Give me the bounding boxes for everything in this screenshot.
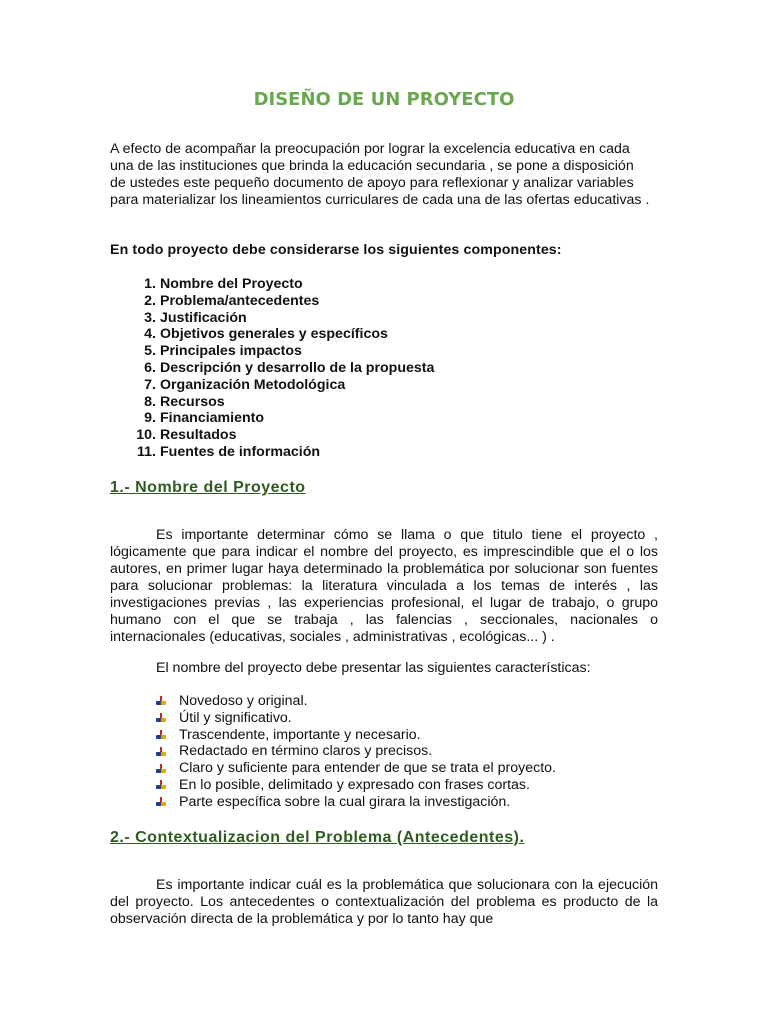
list-item: [156, 710, 556, 727]
section2-paragraph: Es importante indicar cuál es la problemática que solucionara con la ejecución del proyecto. Los antecedentes o contextualización del problema es producto de la observación directa de la problemática y por lo tanto hay que: [110, 877, 658, 927]
list-label: Útil y significativo.: [179, 709, 292, 726]
list-label: Problema/antecedentes: [160, 292, 320, 309]
characteristics-list: [156, 693, 556, 811]
list-label: Novedoso y original.: [179, 693, 308, 709]
list-item: [156, 693, 556, 710]
list-label: Fuentes de información: [160, 443, 321, 460]
list-label: Redactado en término claros y precisos.: [179, 743, 433, 760]
list-item: [130, 410, 434, 427]
list-label: Principales impactos: [160, 343, 302, 360]
list-item: [156, 727, 556, 744]
list-item: [156, 743, 556, 760]
intro-paragraph: A efecto de acompañar la preocupación por lograr la excelencia educativa en cada una de las instituciones que brinda la educación secundaria , se pone a disposición de ustedes este pequeño documento de apoyo para reflexionar y analizar variables para materializar los lineamientos curriculares de cada una de las ofertas educativas .: [110, 141, 650, 208]
pin-bullet-icon: [156, 747, 166, 757]
list-item: [156, 794, 556, 811]
list-label: Claro y suficiente para entender de que se trata el proyecto.: [179, 760, 556, 777]
pin-bullet-icon: [156, 764, 166, 774]
pin-bullet-icon: [156, 730, 166, 740]
pin-bullet-icon: [156, 696, 166, 706]
list-item: [130, 360, 434, 377]
list-number: 6.: [144, 359, 156, 376]
section-heading-nombre: 1.- Nombre del Proyecto: [110, 479, 306, 496]
list-item: [130, 427, 434, 444]
list-number: 1.: [144, 276, 156, 292]
components-heading: En todo proyecto debe considerarse los siguientes componentes:: [110, 242, 562, 258]
document-title: DISEÑO DE UN PROYECTO: [253, 89, 515, 110]
list-label: Parte específica sobre la cual girara la investigación.: [179, 793, 511, 810]
list-item: [130, 310, 434, 327]
list-number: 9.: [144, 410, 156, 427]
list-label: Recursos: [160, 393, 225, 410]
list-number: 2.: [144, 292, 156, 309]
list-label: Descripción y desarrollo de la propuesta: [160, 359, 435, 376]
list-number: 7.: [144, 376, 156, 393]
list-label: Nombre del Proyecto: [160, 276, 303, 292]
pin-bullet-icon: [156, 713, 166, 723]
list-number: 10.: [136, 427, 156, 444]
section1-paragraph: Es importante determinar cómo se llama o que titulo tiene el proyecto , lógicamente que para indicar el nombre del proyecto, es imprescindible que el o los autores, en primer lugar haya determinado la problemática por solucionar son fuentes para solucionar problemas: la literatura vinculada a los temas de interés , las investigaciones previas , las experiencias profesional, el lugar de trabajo, o grupo humano con el que se trabaja , las falencias , seccionales, nacionales o internacionales (educativas, sociales , administrativas , ecológicas... ) .: [110, 527, 658, 645]
list-number: 4.: [144, 326, 156, 343]
list-number: 5.: [144, 343, 156, 360]
list-item: [130, 394, 434, 411]
list-item: [156, 760, 556, 777]
pin-bullet-icon: [156, 797, 166, 807]
components-list: [130, 276, 434, 461]
list-label: Objetivos generales y específicos: [160, 326, 388, 343]
pin-bullet-icon: [156, 780, 166, 790]
list-item: [130, 326, 434, 343]
list-label: Justificación: [160, 309, 247, 326]
list-label: Financiamiento: [160, 410, 265, 427]
section-heading-contextualizacion: 2.- Contextualizacion del Problema (Antecedentes).: [110, 829, 525, 846]
list-item: [130, 276, 434, 293]
list-label: Organización Metodológica: [160, 376, 346, 393]
list-label: En lo posible, delimitado y expresado con frases cortas.: [179, 776, 530, 793]
list-label: Trascendente, importante y necesario.: [179, 726, 421, 743]
list-item: [156, 777, 556, 794]
list-item: [130, 343, 434, 360]
list-item: [130, 444, 434, 461]
list-item: [130, 377, 434, 394]
list-number: 11.: [137, 443, 156, 460]
list-item: [130, 293, 434, 310]
characteristics-intro: El nombre del proyecto debe presentar las siguientes características:: [156, 660, 591, 676]
list-label: Resultados: [160, 427, 237, 444]
list-number: 8.: [144, 393, 156, 410]
list-number: 3.: [144, 309, 156, 326]
